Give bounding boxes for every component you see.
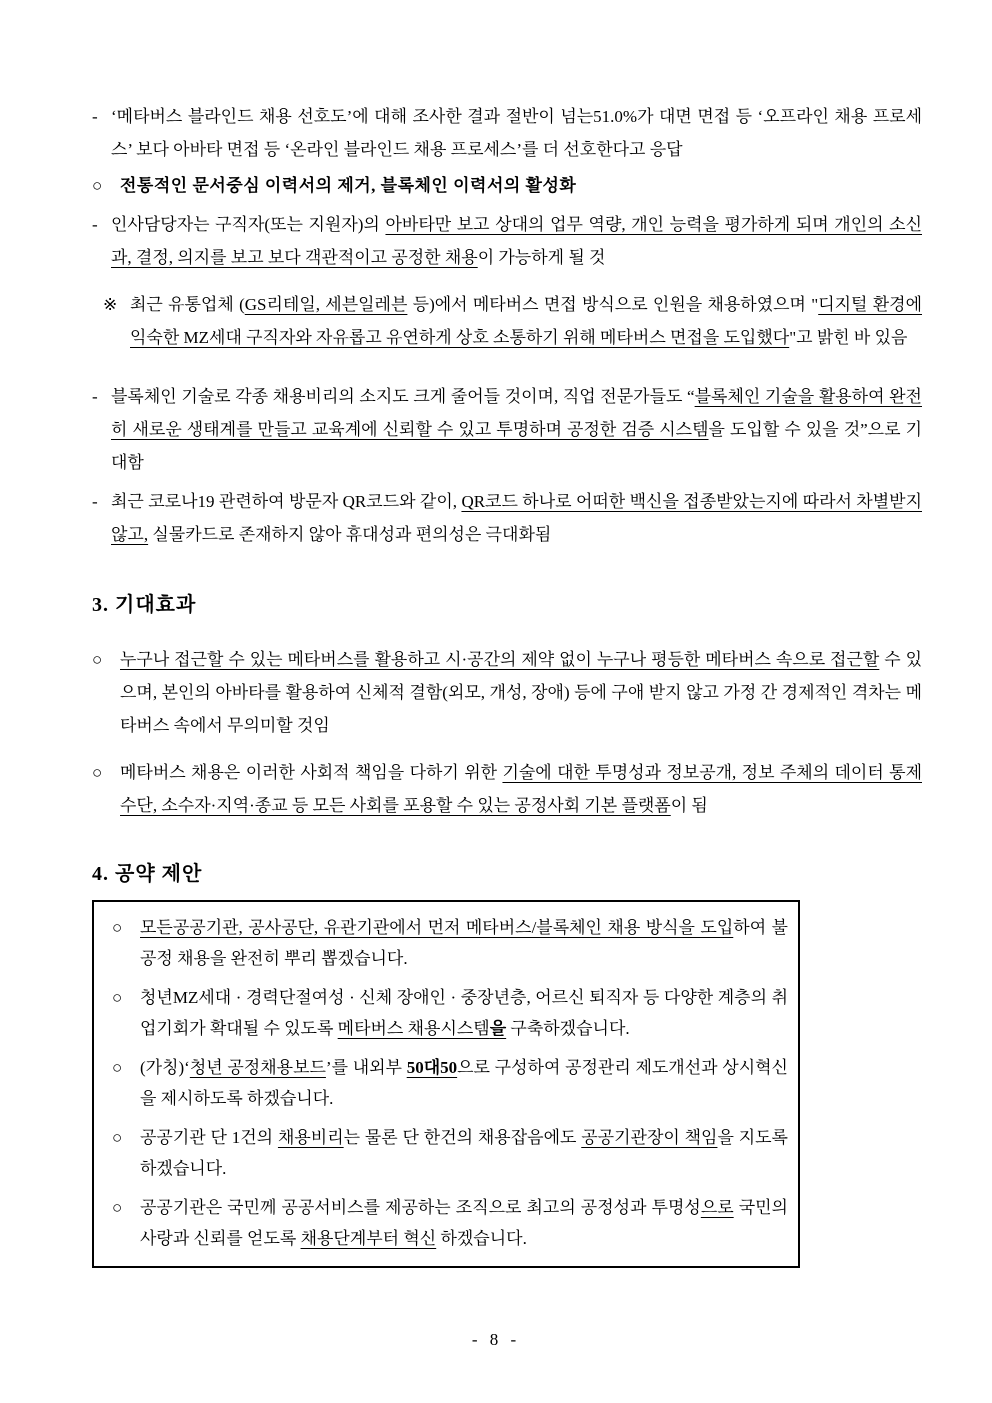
pledge-text: 공공기관은 국민께 공공서비스를 제공하는 조직으로 최고의 공정성과 투명성으로 국민의 사랑과 신뢰를 얻도록 채용단계부터 혁신 하겠습니다.: [140, 1198, 788, 1248]
reference-mark: ※: [103, 295, 118, 314]
para-equal-access: [92, 643, 922, 742]
circle-bullet: ○: [92, 650, 103, 669]
para-text: 인사담당자는 구직자(또는 지원자)의 아바타만 보고 상대의 업무 역량, 개인 능력을 평가하게 되며 개인의 소신과, 결정, 의지를 보고 보다 객관적이고 공정한 채용이 가능하게 될 것: [111, 215, 922, 267]
note-retail-case: [92, 288, 922, 354]
pledge-item-accountability: [112, 1122, 788, 1184]
para-resume-activation: [92, 169, 922, 202]
page-number: - 8 -: [471, 1330, 521, 1349]
pledge-text: (가칭)‘청년 공정채용보드’를 내외부 50대50으로 구성하여 공정관리 제도개선과 상시혁신을 제시하도록 하겠습니다.: [140, 1058, 788, 1108]
para-fair-platform: [92, 756, 922, 822]
circle-bullet: ○: [112, 1058, 123, 1077]
pledge-item-public-trust: [112, 1192, 788, 1254]
circle-bullet: ○: [92, 176, 103, 195]
para-survey-result: [92, 100, 922, 166]
dash-bullet: -: [92, 215, 98, 234]
circle-bullet: ○: [112, 1198, 123, 1217]
para-hr-evaluation: [92, 208, 922, 274]
pledge-text: 청년MZ세대 · 경력단절여성 · 신체 장애인 · 중장년층, 어르신 퇴직자 등 다양한 계층의 취업기회가 확대될 수 있도록 메타버스 채용시스템을 구축하겠습니다.: [140, 988, 788, 1038]
heading-pledge-proposal: 4. 공약 제안: [92, 863, 203, 885]
para-text: 블록체인 기술로 각종 채용비리의 소지도 크게 줄어들 것이며, 직업 전문가들도 “블록체인 기술을 활용하여 완전히 새로운 생태계를 만들고 교육계에 신뢰할 수 있고 투명하며 공정한 검증 시스템을 도입할 수 있을 것”으로 기대함: [111, 387, 922, 472]
heading-expected-effects: 3. 기대효과: [92, 594, 197, 616]
para-text: 전통적인 문서중심 이력서의 제거, 블록체인 이력서의 활성화: [120, 176, 577, 195]
pledge-text: 공공기관 단 1건의 채용비리는 물론 단 한건의 채용잡음에도 공공기관장이 책임을 지도록 하겠습니다.: [140, 1128, 788, 1178]
pledge-text: 모든공공기관, 공사공단, 유관기관에서 먼저 메타버스/블록체인 채용 방식을 도입하여 불공정 채용을 완전히 뿌리 뽑겠습니다.: [140, 918, 788, 968]
circle-bullet: ○: [112, 988, 123, 1007]
dash-bullet: -: [92, 387, 98, 406]
circle-bullet: ○: [112, 918, 123, 937]
pledge-box: [92, 900, 800, 1268]
pledge-item-hiring-system: [112, 982, 788, 1044]
circle-bullet: ○: [92, 763, 103, 782]
para-text: 최근 코로나19 관련하여 방문자 QR코드와 같이, QR코드 하나로 어떠한 백신을 접종받았는지에 따라서 차별받지 않고, 실물카드로 존재하지 않아 휴대성과 편의성은 극대화됨: [111, 492, 922, 544]
note-text: 최근 유통업체 (GS리테일, 세븐일레븐 등)에서 메타버스 면접 방식으로 인원을 채용하였으며 "디지털 환경에 익숙한 MZ세대 구직자와 자유롭고 유연하게 상호 소통하기 위해 메타버스 면접을 도입했다"고 밝힌 바 있음: [130, 295, 922, 347]
pledge-item-metaverse-hiring: [112, 912, 788, 974]
dash-bullet: -: [92, 107, 98, 126]
para-text: 누구나 접근할 수 있는 메타버스를 활용하고 시·공간의 제약 없이 누구나 평등한 메타버스 속으로 접근할 수 있으며, 본인의 아바타를 활용하여 신체적 결함(외모, 개성, 장애) 등에 구애 받지 않고 가정 간 경제적인 격차는 메타버스 속에서 무의미할 것임: [120, 650, 922, 735]
para-qr-code: [92, 485, 922, 551]
para-blockchain-trust: [92, 380, 922, 479]
dash-bullet: -: [92, 492, 98, 511]
circle-bullet: ○: [112, 1128, 123, 1147]
pledge-item-fair-hiring-board: [112, 1052, 788, 1114]
para-text: ‘메타버스 블라인드 채용 선호도’에 대해 조사한 결과 절반이 넘는51.0%가 대면 면접 등 ‘오프라인 채용 프로세스’ 보다 아바타 면접 등 ‘온라인 블라인드 채용 프로세스’를 더 선호한다고 응답: [111, 107, 922, 159]
para-text: 메타버스 채용은 이러한 사회적 책임을 다하기 위한 기술에 대한 투명성과 정보공개, 정보 주체의 데이터 통제수단, 소수자·지역·종교 등 모든 사회를 포용할 수 있는 공정사회 기본 플랫폼이 됨: [120, 763, 922, 815]
